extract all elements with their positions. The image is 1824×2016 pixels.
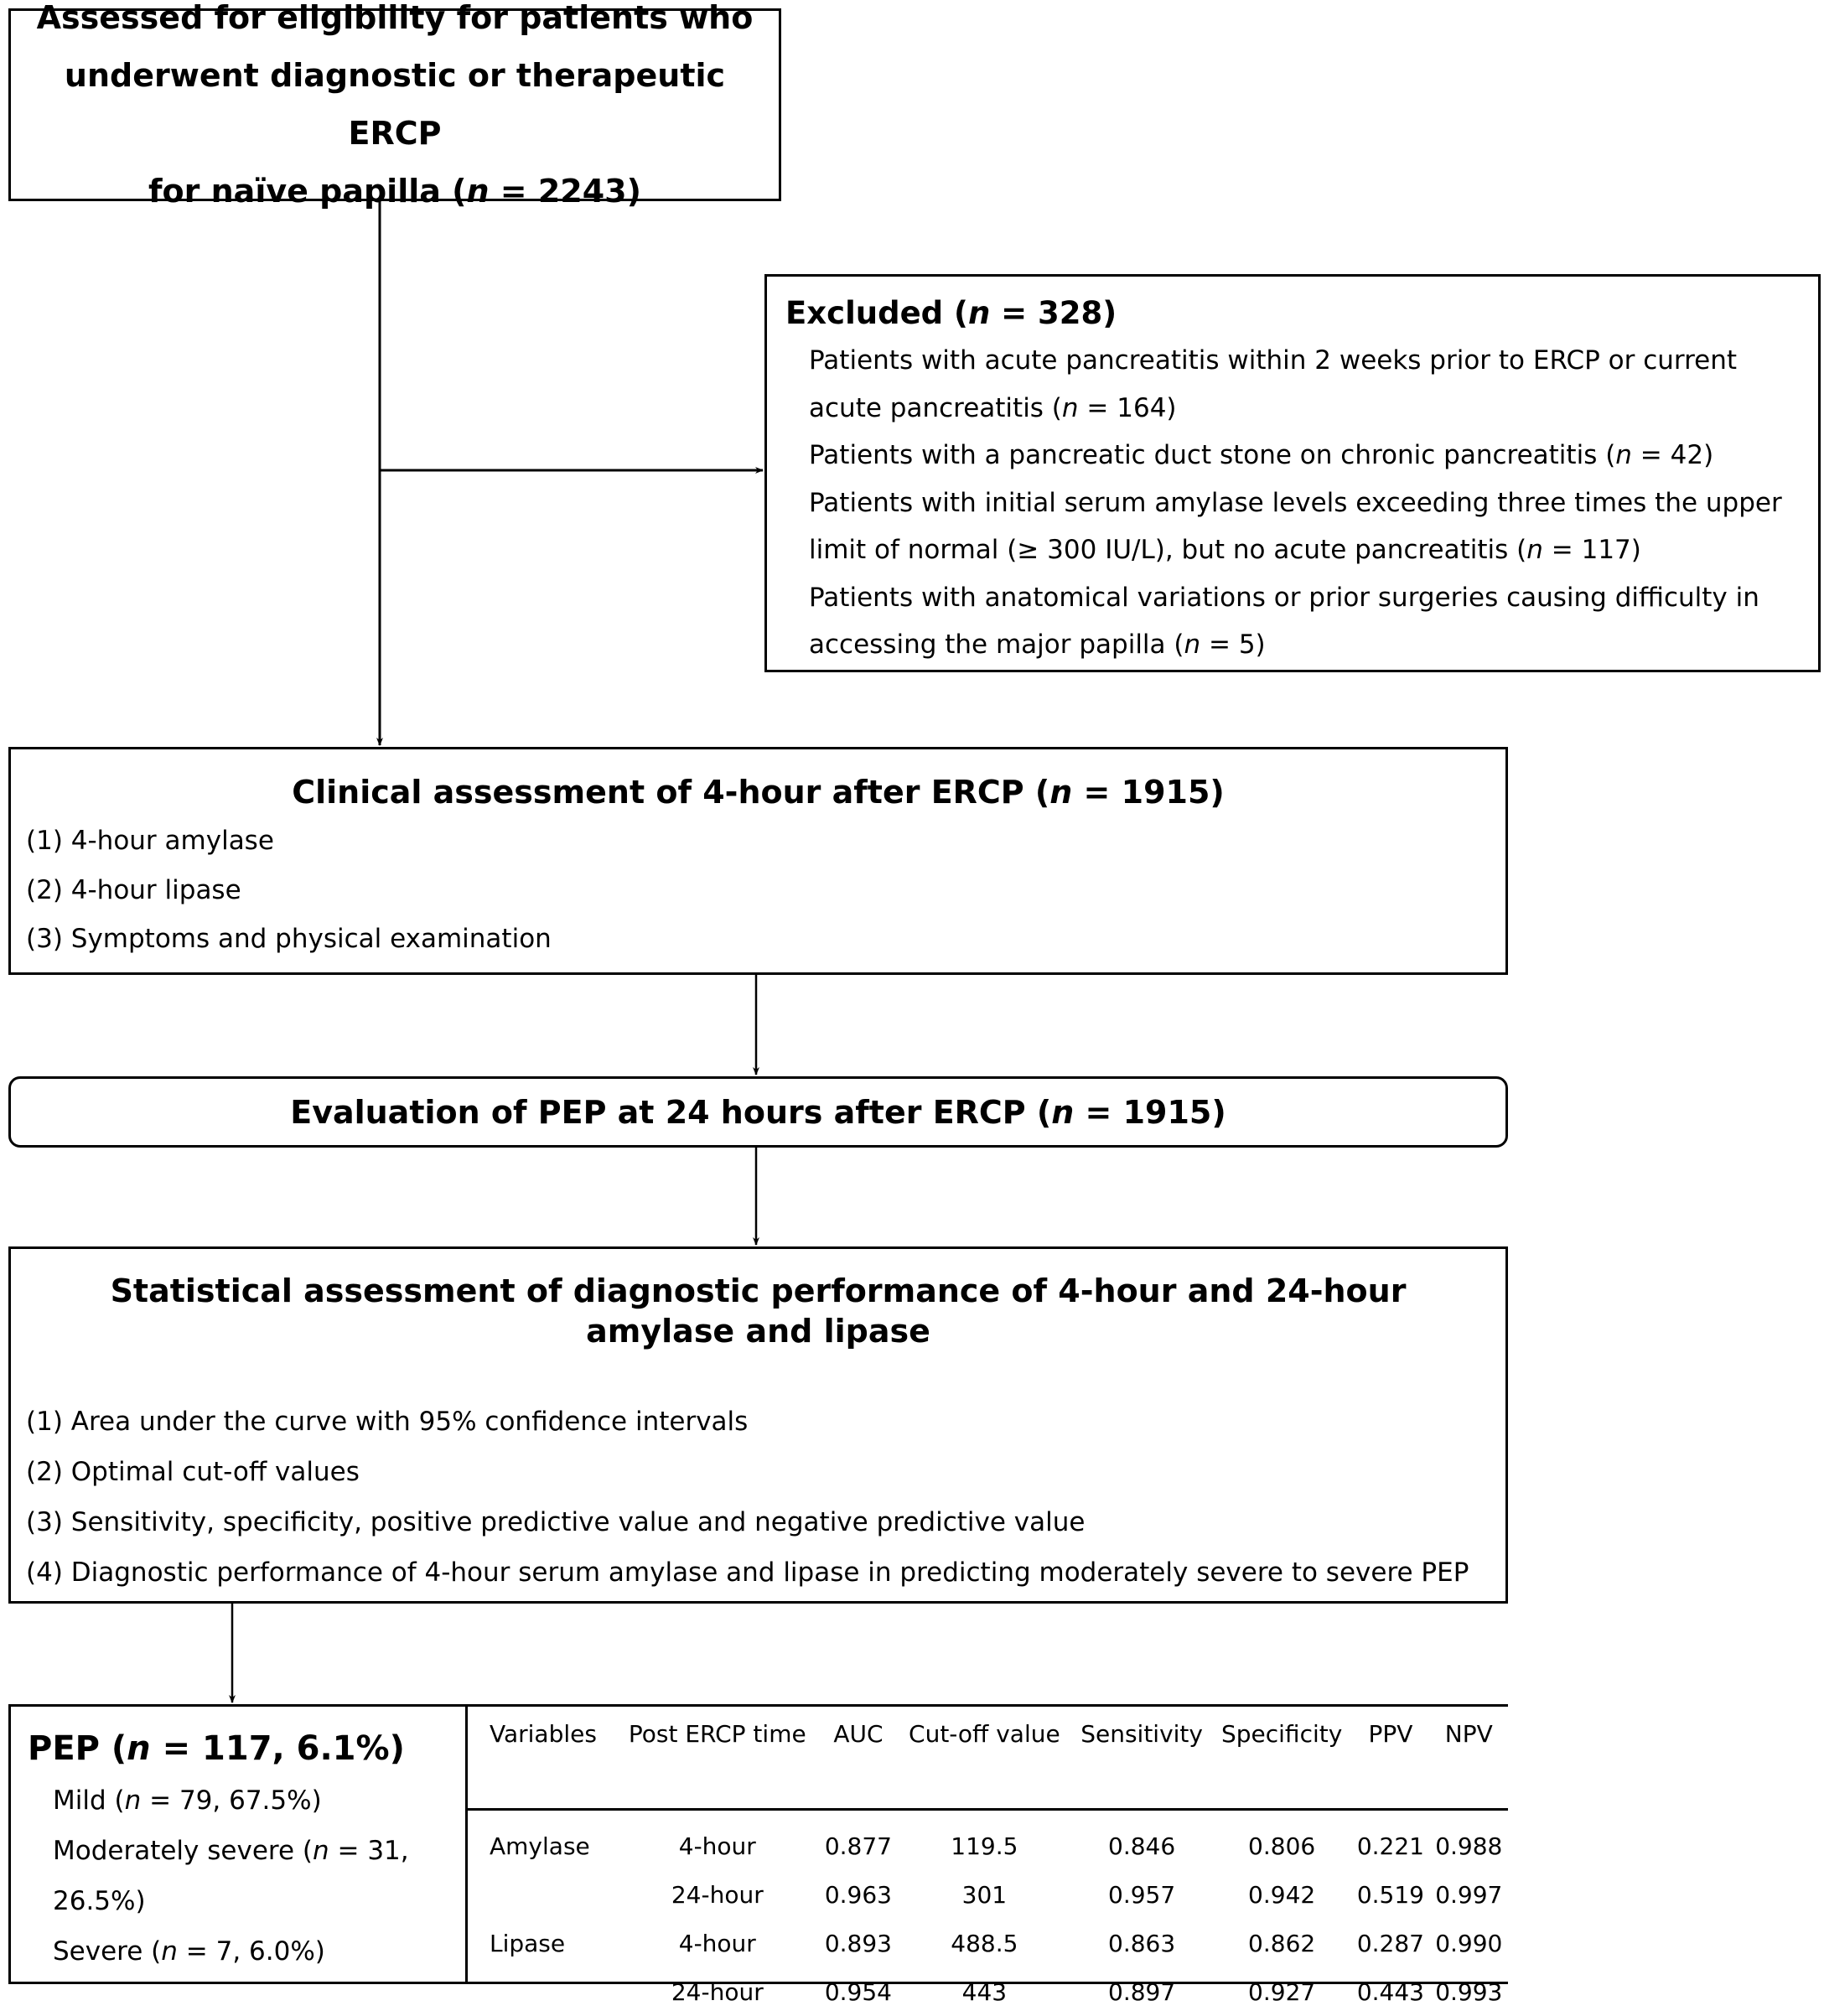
eligibility-box xyxy=(8,8,781,201)
n-symbol: n xyxy=(161,1936,178,1967)
table-cell: 0.897 xyxy=(1071,1967,1212,2016)
n-symbol: n xyxy=(968,295,990,331)
eligibility-title-line: underwent diagnostic or therapeutic ERCP xyxy=(28,47,762,163)
table-cell: 0.877 xyxy=(819,1810,897,1871)
count: = 79, 67.5%) xyxy=(141,1785,321,1816)
table-cell: 24-hour xyxy=(615,1870,819,1919)
pep-severity-item xyxy=(53,1775,450,1826)
table-cell: 301 xyxy=(898,1870,1072,1919)
excluded-box xyxy=(764,274,1821,672)
pep-severity-item xyxy=(53,1826,450,1926)
count: = 2243) xyxy=(490,173,641,210)
evaluation-box xyxy=(8,1076,1508,1148)
count: = 1915) xyxy=(1074,1094,1226,1131)
table-cell: Lipase xyxy=(466,1919,615,1967)
clinical-item: (1) 4-hour amylase xyxy=(26,816,1490,866)
table-cell: 0.862 xyxy=(1212,1919,1351,1967)
table-cell: 0.893 xyxy=(819,1919,897,1967)
pep-heading xyxy=(28,1722,450,1775)
text: Excluded ( xyxy=(785,295,968,331)
n-symbol: n xyxy=(1184,630,1201,660)
n-symbol: n xyxy=(1062,393,1079,423)
statistical-item: (1) Area under the curve with 95% confidence intervals xyxy=(26,1397,1490,1447)
table-header-row xyxy=(466,1707,1508,1810)
statistical-assessment-title: Statistical assessment of diagnostic performance of 4-hour and 24-hour amylase and lipase xyxy=(26,1271,1490,1351)
count: = 164) xyxy=(1079,393,1177,423)
text: Patients with a pancreatic duct stone on chronic pancreatitis ( xyxy=(809,440,1615,470)
table-cell: 0.942 xyxy=(1212,1870,1351,1919)
clinical-item: (2) 4-hour lipase xyxy=(26,866,1490,915)
table-cell: 0.221 xyxy=(1351,1810,1429,1871)
table-row xyxy=(466,1919,1508,1967)
clinical-assessment-box xyxy=(8,747,1508,975)
pep-box xyxy=(8,1704,468,1984)
text: Evaluation of PEP at 24 hours after ERCP ( xyxy=(290,1094,1051,1131)
pep-severity-list xyxy=(28,1775,450,1977)
diagnostic-performance-table xyxy=(466,1704,1508,1984)
table-cell: 4-hour xyxy=(615,1919,819,1967)
count: = 31, 26.5%) xyxy=(53,1836,409,1916)
column-header: Variables xyxy=(466,1707,615,1810)
text: Clinical assessment of 4-hour after ERCP ( xyxy=(292,774,1049,811)
eligibility-title-line: Assessed for eligibility for patients who xyxy=(28,0,762,47)
table-cell: 0.519 xyxy=(1351,1870,1429,1919)
excluded-item xyxy=(809,337,1803,432)
table-cell: 4-hour xyxy=(615,1810,819,1871)
statistical-assessment-list xyxy=(26,1397,1490,1598)
table-cell: 24-hour xyxy=(615,1967,819,2016)
table-cell: 119.5 xyxy=(898,1810,1072,1871)
table-cell: 0.957 xyxy=(1071,1870,1212,1919)
column-header: NPV xyxy=(1430,1707,1508,1810)
excluded-heading xyxy=(785,290,1803,337)
column-header: Specificity xyxy=(1212,1707,1351,1810)
column-header: Cut-off value xyxy=(898,1707,1072,1810)
excluded-list xyxy=(785,337,1803,669)
excluded-item xyxy=(809,574,1803,669)
text: Patients with initial serum amylase levels exceeding three times the upper limit of normal (≥ 300 IU/L), but no acute pancreatitis ( xyxy=(809,488,1782,566)
n-symbol: n xyxy=(1526,535,1543,565)
table-cell: 0.993 xyxy=(1430,1967,1508,2016)
pep-severity-item xyxy=(53,1926,450,1977)
excluded-item xyxy=(809,432,1803,479)
n-symbol: n xyxy=(1615,440,1632,470)
table-cell: 0.963 xyxy=(819,1870,897,1919)
text: PEP ( xyxy=(28,1729,127,1768)
n-symbol: n xyxy=(313,1836,329,1866)
text: Patients with anatomical variations or prior surgeries causing difficulty in accessing the major papilla ( xyxy=(809,583,1759,661)
table-body xyxy=(466,1810,1508,2016)
count: = 5) xyxy=(1200,630,1266,660)
table-cell xyxy=(466,1967,615,2016)
clinical-assessment-title xyxy=(26,768,1490,816)
table-cell: 0.997 xyxy=(1430,1870,1508,1919)
table-cell: 0.846 xyxy=(1071,1810,1212,1871)
table-cell: 0.806 xyxy=(1212,1810,1351,1871)
count: = 117) xyxy=(1543,535,1641,565)
table-cell: 0.990 xyxy=(1430,1919,1508,1967)
table-cell: 0.954 xyxy=(819,1967,897,2016)
column-header: PPV xyxy=(1351,1707,1429,1810)
table-cell: 0.988 xyxy=(1430,1810,1508,1871)
table-cell: 0.443 xyxy=(1351,1967,1429,2016)
text: Severe ( xyxy=(53,1936,161,1967)
table-row xyxy=(466,1810,1508,1871)
table-cell xyxy=(466,1870,615,1919)
count: = 117, 6.1%) xyxy=(151,1729,405,1768)
n-symbol: n xyxy=(466,173,489,210)
statistical-item: (3) Sensitivity, specificity, positive predictive value and negative predictive value xyxy=(26,1497,1490,1547)
column-header: AUC xyxy=(819,1707,897,1810)
table-cell: 0.287 xyxy=(1351,1919,1429,1967)
text: Mild ( xyxy=(53,1785,125,1816)
column-header: Sensitivity xyxy=(1071,1707,1212,1810)
n-symbol: n xyxy=(127,1729,150,1768)
n-symbol: n xyxy=(1049,774,1072,811)
table-cell: 0.863 xyxy=(1071,1919,1212,1967)
text: for naïve papilla ( xyxy=(148,173,466,210)
table-cell: Amylase xyxy=(466,1810,615,1871)
clinical-item: (3) Symptoms and physical examination xyxy=(26,915,1490,964)
text: Moderately severe ( xyxy=(53,1836,313,1866)
table-cell: 488.5 xyxy=(898,1919,1072,1967)
table-cell: 443 xyxy=(898,1967,1072,2016)
count: = 1915) xyxy=(1072,774,1224,811)
table-row xyxy=(466,1870,1508,1919)
statistical-item: (4) Diagnostic performance of 4-hour serum amylase and lipase in predicting moderately severe to severe PEP xyxy=(26,1547,1490,1598)
clinical-assessment-list xyxy=(26,816,1490,964)
excluded-item xyxy=(809,479,1803,574)
evaluation-title xyxy=(290,1094,1226,1131)
count: = 328) xyxy=(990,295,1117,331)
n-symbol: n xyxy=(125,1785,142,1816)
table-cell: 0.927 xyxy=(1212,1967,1351,2016)
table xyxy=(466,1707,1508,2016)
eligibility-title-line xyxy=(28,163,762,220)
column-header: Post ERCP time xyxy=(615,1707,819,1810)
count: = 7, 6.0%) xyxy=(178,1936,325,1967)
n-symbol: n xyxy=(1051,1094,1074,1131)
statistical-item: (2) Optimal cut-off values xyxy=(26,1447,1490,1497)
statistical-assessment-box xyxy=(8,1246,1508,1604)
text: Patients with acute pancreatitis within 2 weeks prior to ERCP or current acute pancreatitis ( xyxy=(809,345,1737,423)
table-row xyxy=(466,1967,1508,2016)
count: = 42) xyxy=(1632,440,1713,470)
eligibility-title xyxy=(11,0,779,220)
